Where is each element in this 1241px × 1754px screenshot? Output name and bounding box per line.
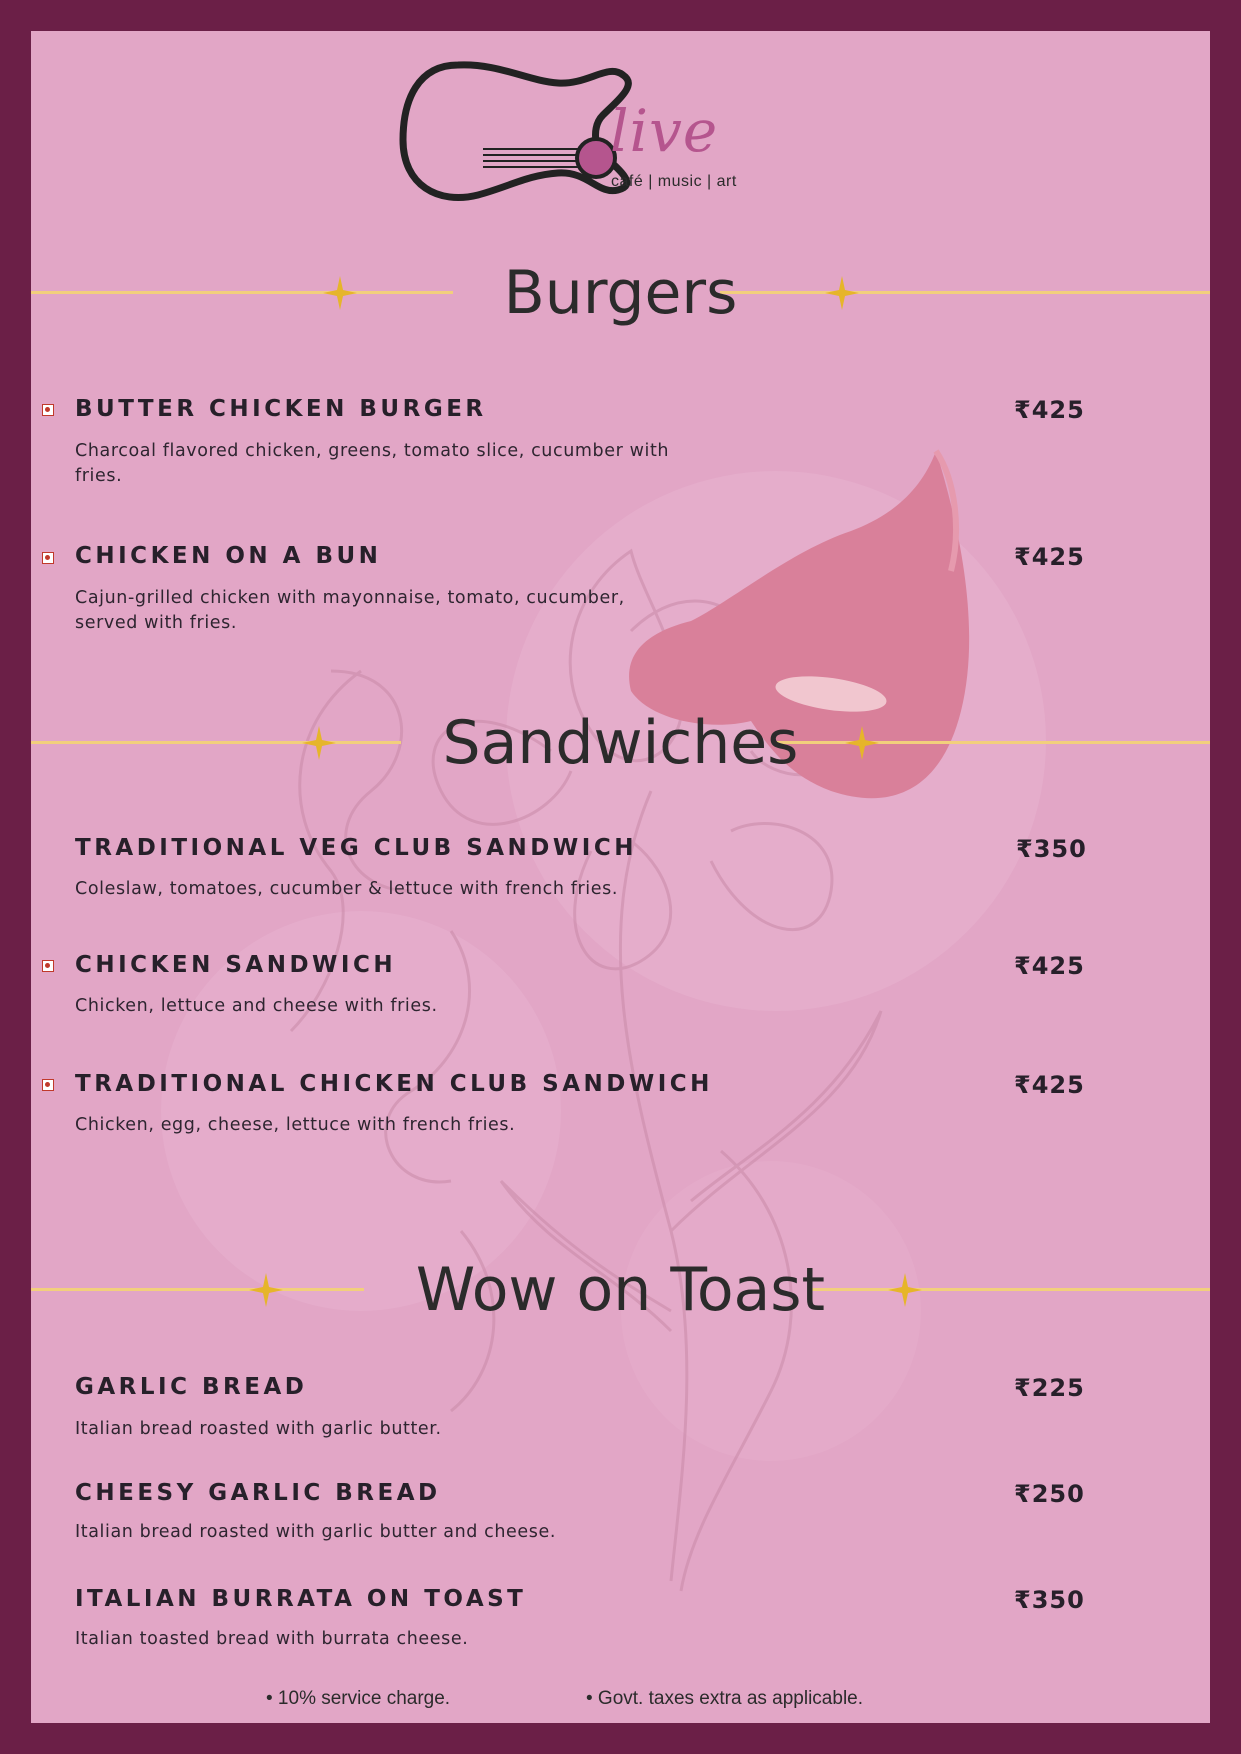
section-title: Wow on Toast [415,1255,826,1325]
nonveg-marker-icon [42,960,54,972]
item-description: Cajun-grilled chicken with mayonnaise, tomato, cucumber, served with fries. [75,588,625,633]
menu-page [31,31,1210,1723]
nonveg-marker-icon [42,552,54,564]
logo-tagline: café | music | art [611,173,737,190]
item-price: ₹425 [1014,543,1085,571]
item-description: Coleslaw, tomatoes, cucumber & lettuce with french fries. [75,879,618,899]
item-name: GARLIC BREAD [75,1374,308,1400]
tax-note: • Govt. taxes extra as applicable. [586,1688,864,1709]
cafe-logo [398,45,778,205]
item-price: ₹425 [1014,952,1085,980]
item-description: Chicken, lettuce and cheese with fries. [75,996,438,1016]
item-name: CHICKEN ON A BUN [75,543,382,569]
nonveg-marker-icon [42,1079,54,1091]
item-price: ₹425 [1014,396,1085,424]
item-price: ₹350 [1014,1586,1085,1614]
item-description: Italian bread roasted with garlic butter. [75,1419,442,1439]
item-price: ₹425 [1014,1071,1085,1099]
item-name: ITALIAN BURRATA ON TOAST [75,1586,527,1612]
item-name: TRADITIONAL VEG CLUB SANDWICH [75,835,637,861]
item-price: ₹225 [1014,1374,1085,1402]
item-description: Chicken, egg, cheese, lettuce with french fries. [75,1115,516,1135]
item-name: BUTTER CHICKEN BURGER [75,396,487,422]
item-name: TRADITIONAL CHICKEN CLUB SANDWICH [75,1071,713,1097]
service-charge-note: • 10% service charge. [266,1688,451,1709]
item-name: CHEESY GARLIC BREAD [75,1480,441,1506]
section-header-burgers [31,258,1210,328]
logo-wordmark: live [610,97,719,165]
section-title: Burgers [503,258,738,328]
item-description: Italian bread roasted with garlic butter and cheese. [75,1522,557,1542]
section-header-sandwiches [31,708,1210,778]
item-description: Italian toasted bread with burrata cheese. [75,1629,469,1649]
item-price: ₹350 [1016,835,1087,863]
section-title: Sandwiches [442,708,799,778]
item-description: Charcoal flavored chicken, greens, tomato slice, cucumber with fries. [75,441,670,486]
item-price: ₹250 [1014,1480,1085,1508]
item-name: CHICKEN SANDWICH [75,952,397,978]
section-header-wow-on-toast [31,1255,1210,1325]
nonveg-marker-icon [42,404,54,416]
